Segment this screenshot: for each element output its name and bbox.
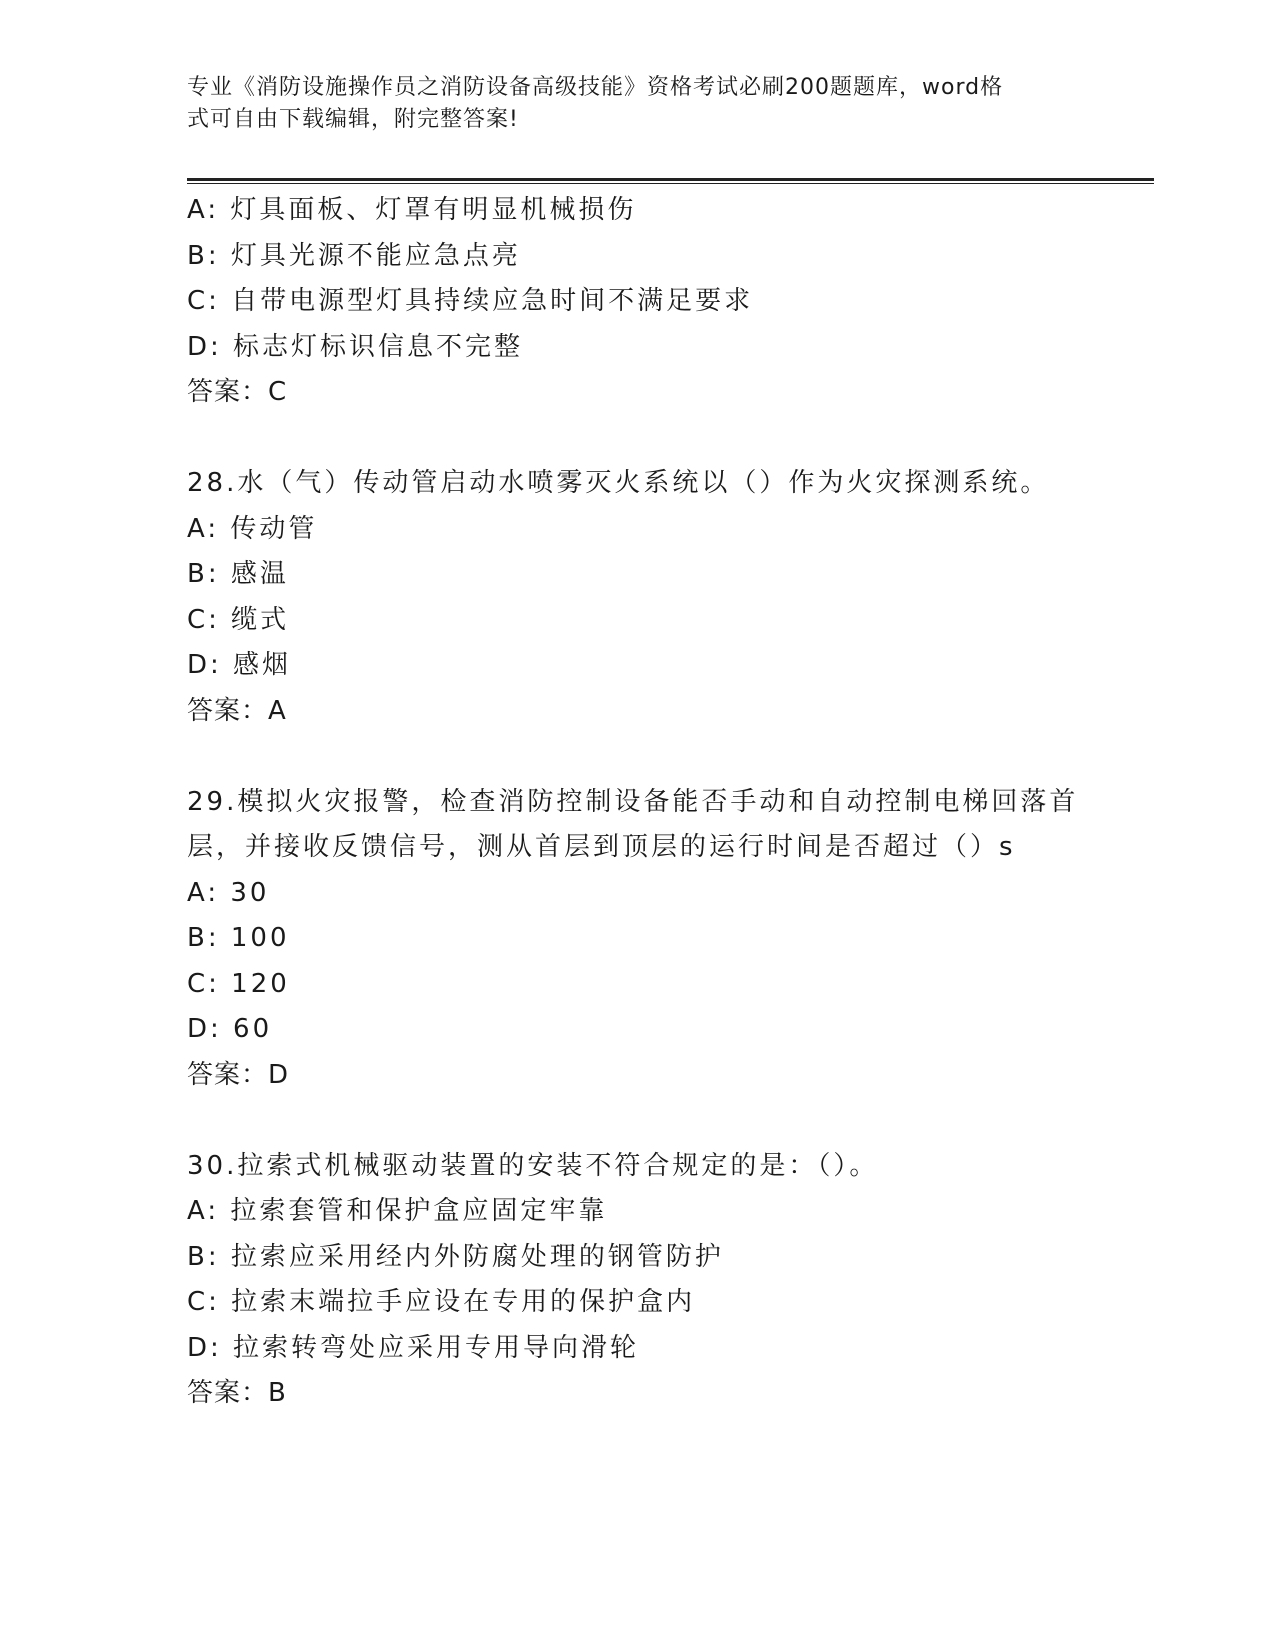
option-b: B: 100 <box>187 923 290 953</box>
option-b: B: 拉索应采用经内外防腐处理的钢管防护 <box>187 1241 724 1272</box>
question-list <box>187 188 1087 1417</box>
option-a: A: 拉索套管和保护盒应固定牢靠 <box>187 1196 608 1226</box>
spacer <box>187 1098 1087 1144</box>
option-d: D: 感烟 <box>187 650 292 680</box>
answer-line: 答案：D <box>187 1059 290 1090</box>
option-b: B: 灯具光源不能应急点亮 <box>187 240 521 271</box>
answer-line: 答案：B <box>187 1378 287 1408</box>
question-stem-line-2: 层，并接收反馈信号，测从首层到顶层的运行时间是否超过（）s <box>187 832 1016 862</box>
option-a: A: 灯具面板、灯罩有明显机械损伤 <box>187 195 637 225</box>
header-line-2: 式可自由下载编辑，附完整答案! <box>187 107 519 132</box>
spacer <box>187 734 1087 780</box>
answer-line: 答案：A <box>187 695 287 726</box>
header-divider-thick <box>187 178 1154 181</box>
option-d: D: 60 <box>187 1014 273 1044</box>
option-d: D: 拉索转弯处应采用专用导向滑轮 <box>187 1332 640 1363</box>
question-30 <box>187 1144 1087 1417</box>
option-c: C: 拉索末端拉手应设在专用的保护盒内 <box>187 1287 696 1317</box>
option-c: C: 120 <box>187 968 290 999</box>
question-stem: 30.拉索式机械驱动装置的安装不符合规定的是：（）。 <box>187 1150 879 1181</box>
answer-line: 答案：C <box>187 377 288 407</box>
document-header <box>187 72 1077 136</box>
question-28 <box>187 461 1087 734</box>
spacer <box>187 416 1087 462</box>
question-27 <box>187 188 1087 416</box>
header-divider-thin <box>187 183 1154 184</box>
option-c: C: 自带电源型灯具持续应急时间不满足要求 <box>187 286 754 316</box>
header-line-1: 专业《消防设施操作员之消防设备高级技能》资格考试必刷200题题库，word格 <box>187 75 1004 100</box>
option-a: A: 30 <box>187 877 270 908</box>
question-29 <box>187 780 1087 1099</box>
question-stem-line-1: 29.模拟火灾报警，检查消防控制设备能否手动和自动控制电梯回落首 <box>187 786 1079 817</box>
option-c: C: 缆式 <box>187 604 290 635</box>
option-a: A: 传动管 <box>187 513 318 544</box>
option-b: B: 感温 <box>187 559 289 589</box>
option-d: D: 标志灯标识信息不完整 <box>187 331 524 362</box>
question-stem: 28.水（气）传动管启动水喷雾灭火系统以（）作为火灾探测系统。 <box>187 468 1050 498</box>
